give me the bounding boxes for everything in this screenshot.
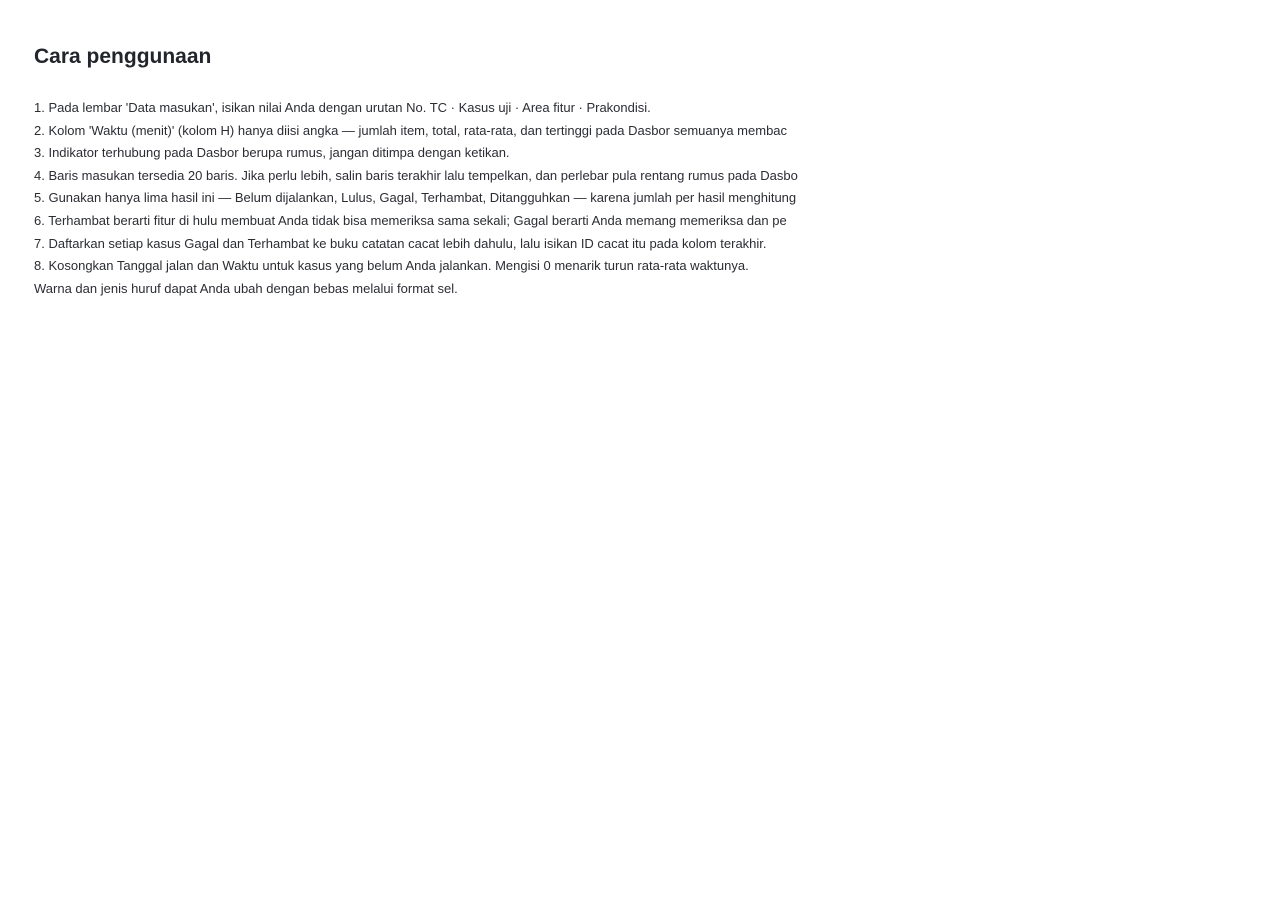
instruction-item: 6. Terhambat berarti fitur di hulu membuat Anda tidak bisa memeriksa sama sekali; Gagal berarti Anda memang memeriksa dan pe — [34, 212, 787, 228]
instruction-item: 1. Pada lembar 'Data masukan', isikan nilai Anda dengan urutan No. TC · Kasus uji · Area fitur · Prakondisi. — [34, 100, 651, 115]
page-title: Cara penggunaan — [34, 45, 212, 68]
instruction-list — [34, 97, 838, 300]
instruction-item: 3. Indikator terhubung pada Dasbor berupa rumus, jangan ditimpa dengan ketikan. — [34, 145, 510, 161]
instruction-item: 4. Baris masukan tersedia 20 baris. Jika perlu lebih, salin baris terakhir lalu tempelkan, dan perlebar pula rentang rumus pada Dasbo — [34, 167, 798, 183]
instructions-sheet — [34, 42, 1234, 296]
instruction-item: 5. Gunakan hanya lima hasil ini — Belum dijalankan, Lulus, Gagal, Terhambat, Ditangguhkan — karena jumlah per hasil menghitung — [34, 190, 797, 206]
instruction-item: 7. Daftarkan setiap kasus Gagal dan Terhambat ke buku catatan cacat lebih dahulu, lalu isikan ID cacat itu pada kolom terakhir. — [34, 235, 767, 251]
footer-note: Warna dan jenis huruf dapat Anda ubah dengan bebas melalui format sel. — [34, 280, 458, 296]
instruction-item: 8. Kosongkan Tanggal jalan dan Waktu untuk kasus yang belum Anda jalankan. Mengisi 0 menarik turun rata-rata waktunya. — [34, 258, 749, 274]
instruction-item: 2. Kolom 'Waktu (menit)' (kolom H) hanya diisi angka — jumlah item, total, rata-rata, dan tertinggi pada Dasbor semuanya membac — [34, 122, 788, 138]
